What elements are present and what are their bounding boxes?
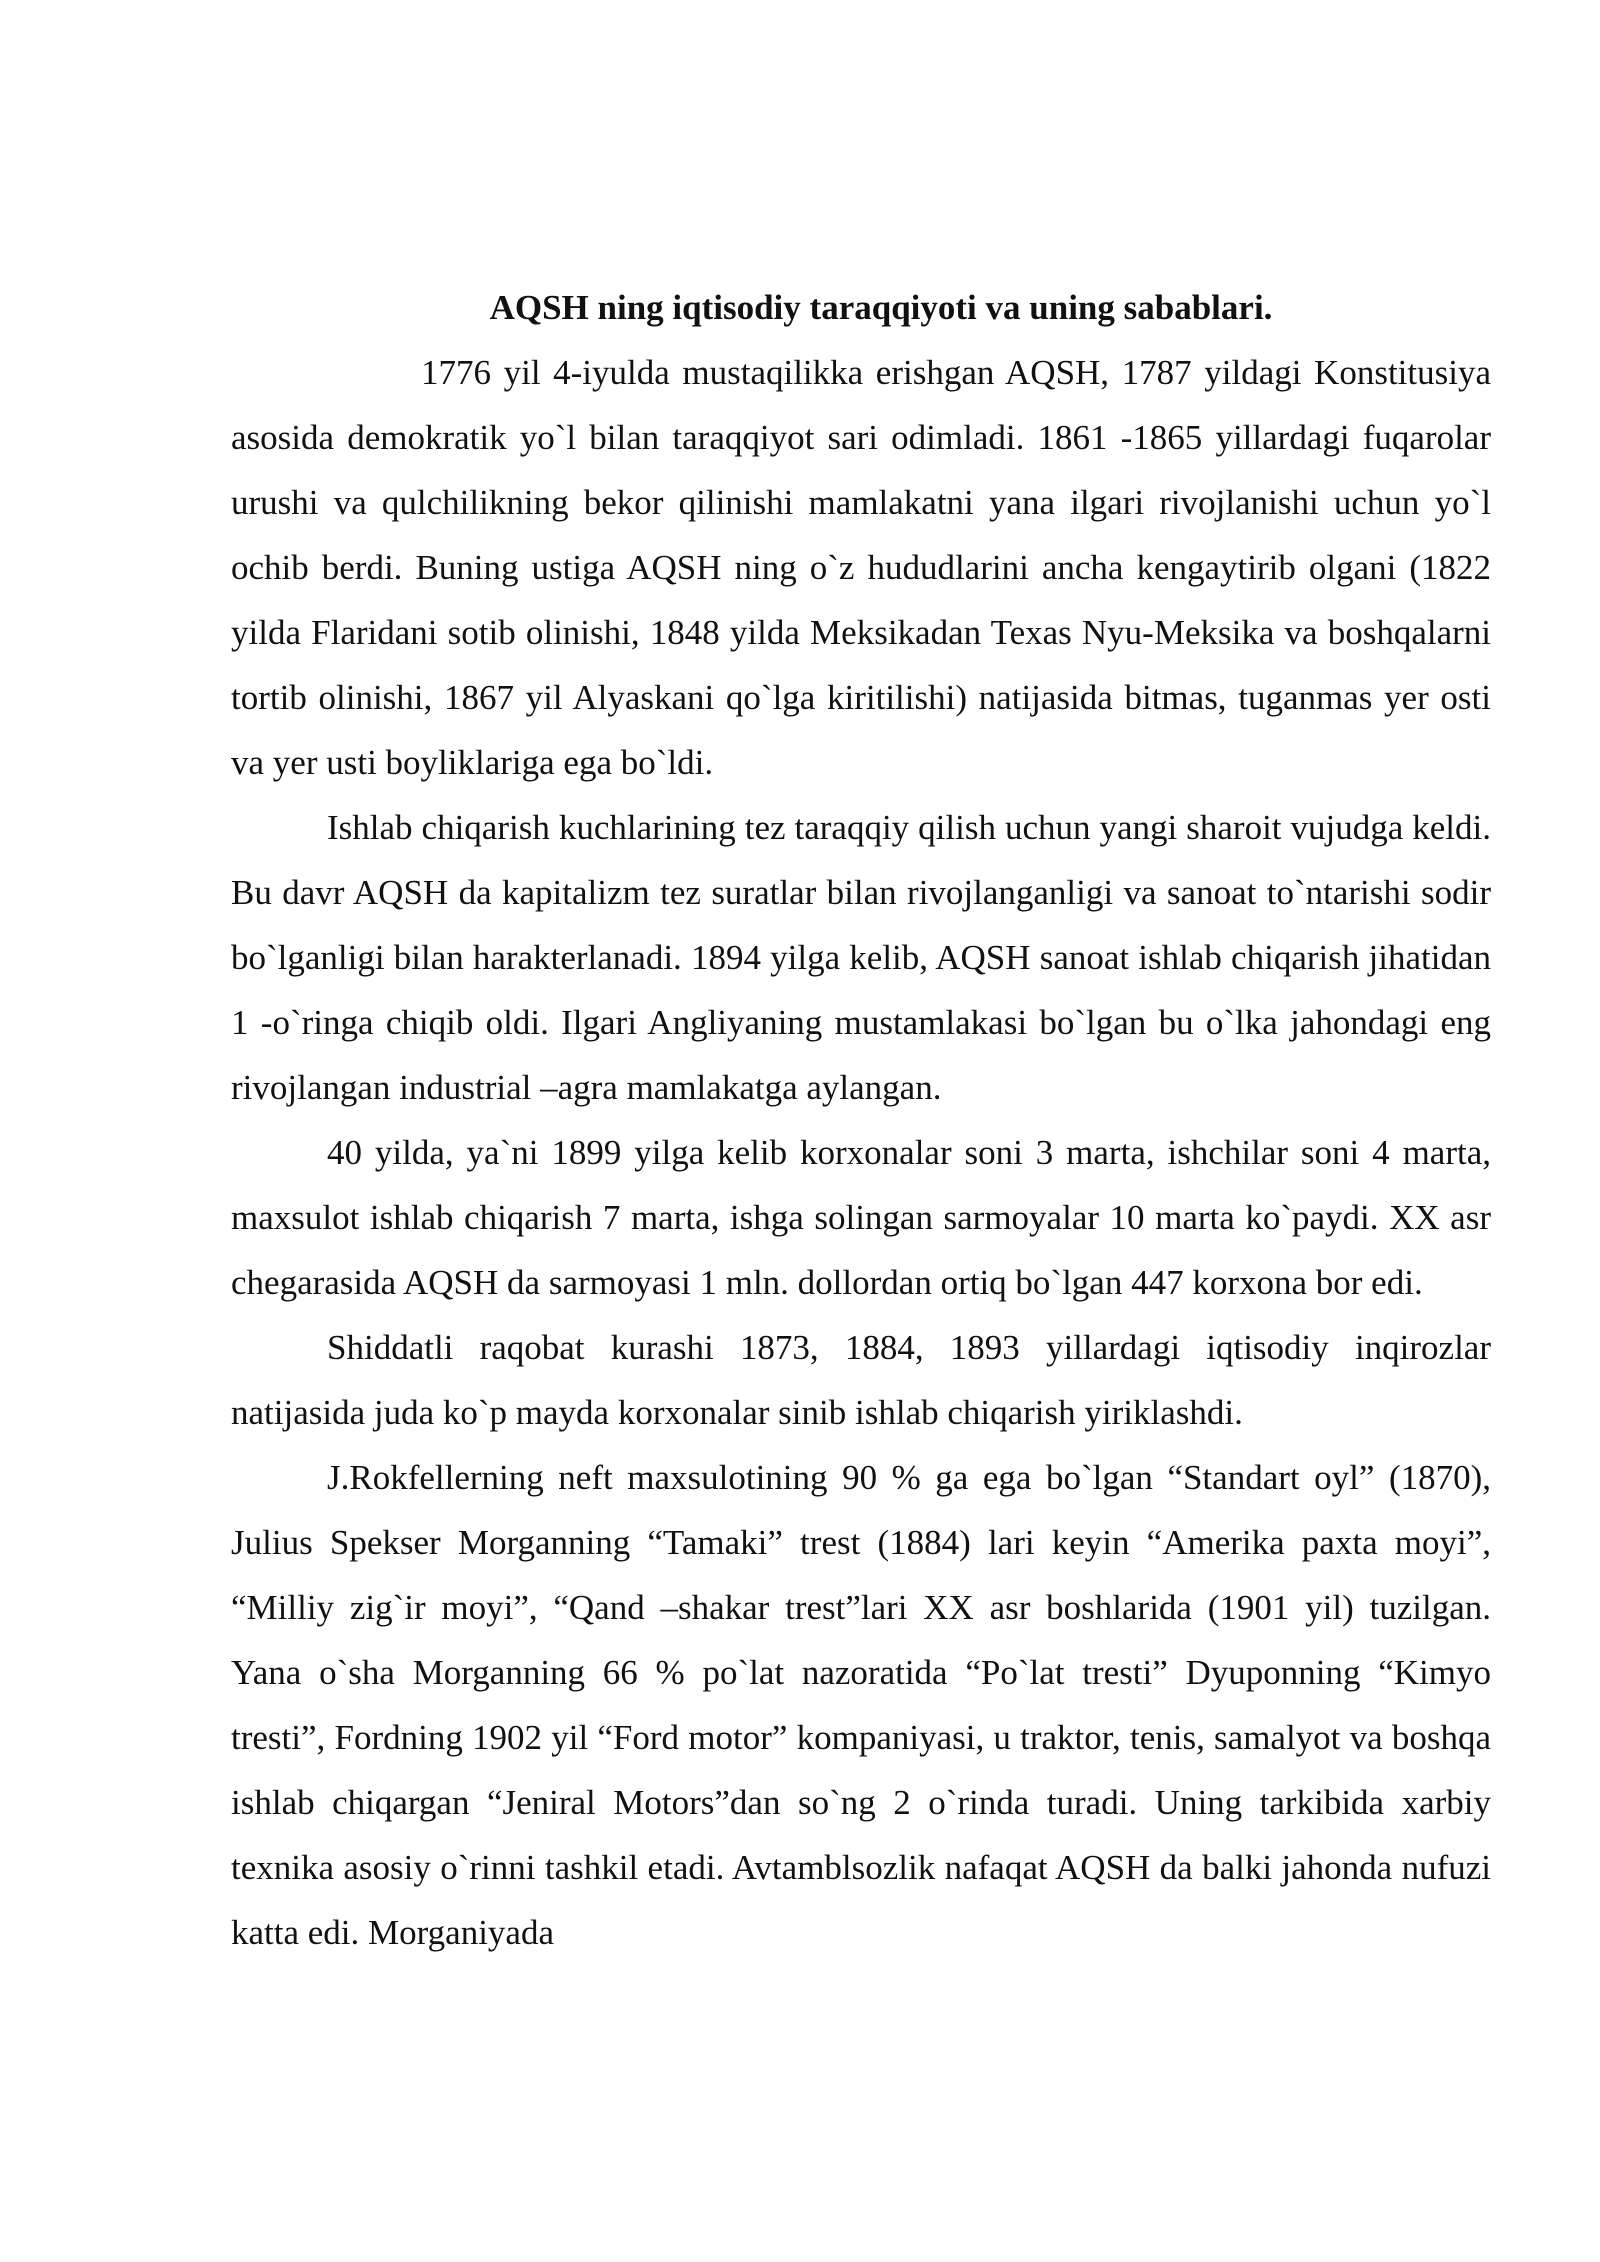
paragraph-3: 40 yilda, ya`ni 1899 yilga kelib korxonalar soni 3 marta, ishchilar soni 4 marta, maxsulot ishlab chiqarish 7 marta, ishga solingan sarmoyalar 10 marta ko`paydi. XX asr chegarasida AQSH da sarmoyasi 1 mln. dollordan ortiq bo`lgan 447 korxona bor edi.	[231, 1133, 1491, 1302]
document-body	[231, 275, 1491, 1965]
paragraph-2: Ishlab chiqarish kuchlarining tez taraqqiy qilish uchun yangi sharoit vujudga keldi. Bu davr AQSH da kapitalizm tez suratlar bilan rivojlanganligi va sanoat to`ntarishi sodir bo`lganligi bilan harakterlanadi. 1894 yilga kelib, AQSH sanoat ishlab chiqarish jihatidan 1 -o`ringa chiqib oldi. Ilgari Angliyaning mustamlakasi bo`lgan bu o`lka jahondagi eng rivojlangan industrial –agra mamlakatga aylangan.	[231, 808, 1491, 1107]
document-title: AQSH ning iqtisodiy taraqqiyoti va uning sabablari.	[489, 288, 1273, 327]
paragraph-5: J.Rokfellerning neft maxsulotining 90 % ga ega bo`lgan “Standart oyl” (1870), Julius Spekser Morganning “Tamaki” trest (1884) lari keyin “Amerika paxta moyi”, “Milliy zig`ir moyi”, “Qand –shakar trest”lari XX asr boshlarida (1901 yil) tuzilgan. Yana o`sha Morganning 66 % po`lat nazoratida “Po`lat tresti” Dyuponning “Kimyo tresti”, Fordning 1902 yil “Ford motor” kompaniyasi, u traktor, tenis, samalyot va boshqa ishlab chiqargan “Jeniral Motors”dan so`ng 2 o`rinda turadi. Uning tarkibida xarbiy texnika asosiy o`rinni tashkil etadi. Avtamblsozlik nafaqat AQSH da balki jahonda nufuzi katta edi. Morganiyada	[231, 1458, 1491, 1952]
paragraph-1: 1776 yil 4-iyulda mustaqilikka erishgan AQSH, 1787 yildagi Konstitusiya asosida demokratik yo`l bilan taraqqiyot sari odimladi. 1861 -1865 yillardagi fuqarolar urushi va qulchilikning bekor qilinishi mamlakatni yana ilgari rivojlanishi uchun yo`l ochib berdi. Buning ustiga AQSH ning o`z hududlarini ancha kengaytirib olgani (1822 yilda Flaridani sotib olinishi, 1848 yilda Meksikadan Texas Nyu-Meksika va boshqalarni tortib olinishi, 1867 yil Alyaskani qo`lga kiritilishi) natijasida bitmas, tuganmas yer osti va yer usti boyliklariga ega bo`ldi.	[231, 353, 1491, 782]
paragraph-4: Shiddatli raqobat kurashi 1873, 1884, 1893 yillardagi iqtisodiy inqirozlar natijasida juda ko`p mayda korxonalar sinib ishlab chiqarish yiriklashdi.	[231, 1328, 1491, 1432]
